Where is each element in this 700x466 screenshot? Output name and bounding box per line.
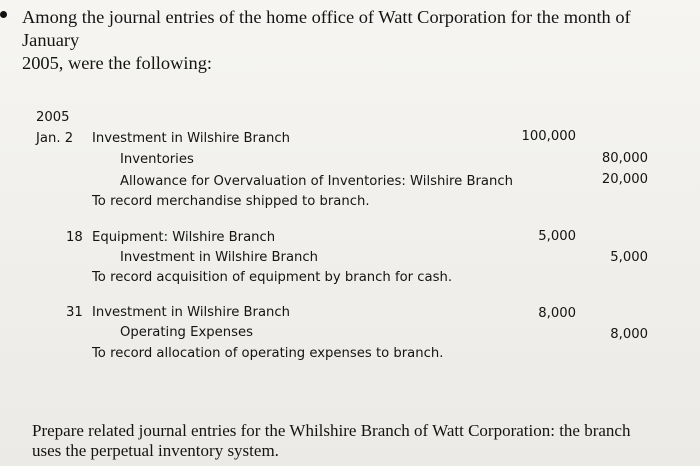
entry-1-credit-2-amount: 20,000 bbox=[601, 172, 648, 187]
entry-2-debit-account: Equipment: Wilshire Branch bbox=[92, 230, 276, 245]
entry-1-debit-account: Investment in Wilshire Branch bbox=[92, 131, 291, 146]
entry-2-credit-1-amount: 5,000 bbox=[610, 250, 648, 265]
entry-1-credit-1-account: Inventories bbox=[120, 152, 194, 167]
entry-3-date: 31 bbox=[66, 305, 83, 320]
entry-1-credit-2-account: Allowance for Overvaluation of Inventories: Wilshire Branch bbox=[120, 174, 513, 189]
question-prompt bbox=[32, 421, 682, 461]
entry-3-explanation: To record allocation of operating expenses to branch. bbox=[92, 346, 444, 361]
entry-3-debit-account: Investment in Wilshire Branch bbox=[92, 305, 291, 320]
journal-year: 2005 bbox=[36, 110, 70, 125]
entry-2-date: 18 bbox=[66, 230, 83, 245]
intro-line-1: Among the journal entries of the home office of Watt Corporation for the month of January bbox=[22, 7, 631, 50]
entry-1-credit-1-amount: 80,000 bbox=[601, 151, 648, 166]
question-intro bbox=[22, 6, 692, 75]
entry-2-explanation: To record acquisition of equipment by branch for cash. bbox=[92, 270, 453, 285]
entry-1-explanation: To record merchandise shipped to branch. bbox=[92, 194, 370, 209]
entry-1-date: Jan. 2 bbox=[36, 131, 74, 146]
entry-1-debit-amount: 100,000 bbox=[521, 129, 576, 144]
entry-2-debit-amount: 5,000 bbox=[538, 229, 576, 244]
bullet-marker bbox=[0, 11, 7, 18]
entry-3-debit-amount: 8,000 bbox=[538, 306, 576, 321]
prompt-line-1: Prepare related journal entries for the Whilshire Branch of Watt Corporation: the branch bbox=[32, 421, 631, 440]
intro-line-2: 2005, were the following: bbox=[22, 53, 212, 73]
entry-3-credit-1-account: Operating Expenses bbox=[120, 325, 253, 340]
entry-2-credit-1-account: Investment in Wilshire Branch bbox=[120, 250, 319, 265]
entry-3-credit-1-amount: 8,000 bbox=[610, 327, 648, 342]
prompt-line-2: uses the perpetual inventory system. bbox=[32, 441, 279, 460]
